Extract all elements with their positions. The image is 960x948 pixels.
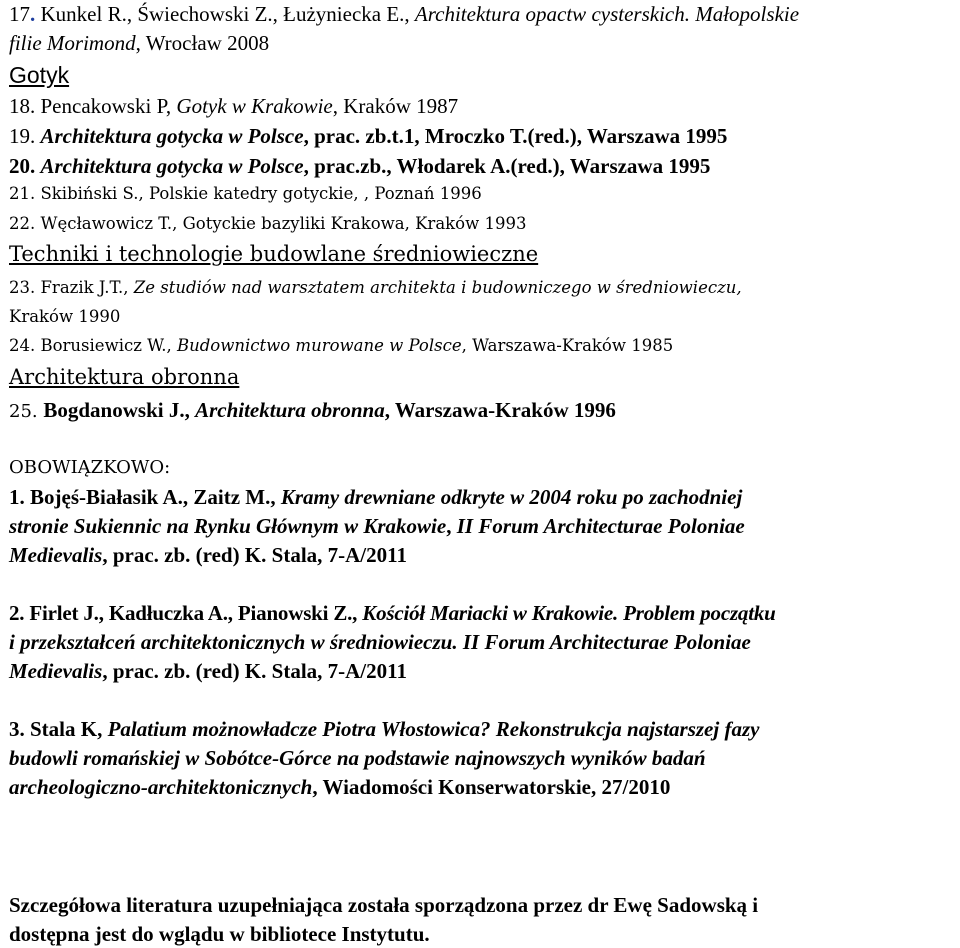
- reference-title: Kościół Mariacki w Krakowie. Problem początku: [362, 601, 776, 625]
- reference-title: Architektura obronna: [195, 398, 385, 422]
- reference-19: [9, 126, 727, 147]
- reference-title: Architektura gotycka w Polsce: [40, 154, 304, 178]
- reference-17-line-1: [9, 4, 799, 25]
- obligatory-2-line-3: [9, 661, 407, 682]
- reference-number-dot: .: [30, 2, 36, 26]
- reference-authors: 1. Bojęś-Białasik A., Zaitz M.,: [9, 485, 281, 509]
- reference-publication: , Warszawa-Kraków 1996: [384, 398, 616, 422]
- footer-note-line-1: Szczegółowa literatura uzupełniająca została sporządzona przez dr Ewę Sadowską i: [9, 893, 759, 917]
- reference-23-line-2: Kraków 1990: [9, 307, 121, 326]
- reference-title: Palatium możnowładcze Piotra Włostowica? Rekonstrukcja najstarszej fazy: [107, 717, 760, 741]
- obligatory-3-line-3: [9, 777, 670, 798]
- reference-publication: , Kraków 1987: [332, 94, 459, 118]
- reference-publication: , prac. zb.t.1, Mroczko T.(red.), Warszawa 1995: [303, 124, 728, 148]
- reference-series: Medievalis: [9, 543, 103, 567]
- section-heading-gotyk: Gotyk: [9, 62, 70, 88]
- section-heading-techniki: Techniki i technologie budowlane średniowieczne: [9, 242, 539, 266]
- separator: .: [452, 630, 463, 654]
- reference-number: 17: [9, 2, 30, 26]
- obligatory-1-line-3: [9, 545, 407, 566]
- reference-25: [9, 400, 616, 421]
- obligatory-2-line-2: [9, 632, 751, 653]
- obligatory-1-line-2: [9, 516, 745, 537]
- reference-title: stronie Sukiennic na Rynku Głównym w Krakowie: [9, 514, 447, 538]
- reference-publication: , Wrocław 2008: [135, 31, 270, 55]
- reference-number: 20.: [9, 154, 41, 178]
- reference-authors: 23. Frazik J.T.,: [9, 278, 134, 297]
- obligatory-1-line-1: [9, 487, 742, 508]
- reference-publication: , prac. zb. (red) K. Stala, 7-A/2011: [102, 659, 407, 683]
- reference-authors: 3. Stala K,: [9, 717, 108, 741]
- reference-title: Gotyk w Krakowie: [176, 94, 333, 118]
- reference-publication: , prac. zb. (red) K. Stala, 7-A/2011: [102, 543, 407, 567]
- reference-number: 25.: [9, 401, 44, 422]
- reference-title: Architektura gotycka w Polsce: [40, 124, 304, 148]
- reference-title: Kramy drewniane odkryte w 2004 roku po zachodniej: [280, 485, 743, 509]
- reference-publication: , Wiadomości Konserwatorskie, 27/2010: [312, 775, 671, 799]
- reference-series: II Forum Architecturae Poloniae: [456, 514, 745, 538]
- reference-17-line-2: [9, 33, 269, 54]
- reference-number: 19.: [9, 124, 41, 148]
- reference-publication: , Warszawa-Kraków 1985: [461, 336, 674, 355]
- reference-22: 22. Węcławowicz T., Gotyckie bazyliki Krakowa, Kraków 1993: [9, 214, 527, 233]
- reference-series: II Forum Architecturae Poloniae: [462, 630, 751, 654]
- obligatory-3-line-2: budowli romańskiej w Sobótce-Górce na podstawie najnowszych wyników badań: [9, 746, 706, 770]
- reference-20: [9, 156, 710, 177]
- obligatory-3-line-1: [9, 719, 759, 740]
- separator: ,: [446, 514, 457, 538]
- reference-authors: 2. Firlet J., Kadłuczka A., Pianowski Z.,: [9, 601, 363, 625]
- section-heading-obowiazkowo: OBOWIĄZKOWO:: [9, 457, 171, 478]
- reference-authors: Bogdanowski J.,: [43, 398, 196, 422]
- reference-23-line-1: [9, 280, 742, 297]
- reference-title: filie Morimond: [9, 31, 136, 55]
- reference-series: Medievalis: [9, 659, 103, 683]
- reference-title: Architektura opactw cysterskich. Małopolskie: [414, 2, 800, 26]
- obligatory-2-line-1: [9, 603, 776, 624]
- reference-title: Ze studiów nad warsztatem architekta i budowniczego w średniowieczu,: [133, 278, 742, 297]
- footer-note-line-2: dostępna jest do wglądu w bibliotece Instytutu.: [9, 922, 430, 946]
- reference-21: 21. Skibiński S., Polskie katedry gotyckie, , Poznań 1996: [9, 184, 482, 203]
- reference-title: Budownictwo murowane w Polsce: [176, 336, 462, 355]
- section-heading-architektura-obronna: Architektura obronna: [9, 365, 240, 389]
- reference-18: [9, 96, 458, 117]
- reference-24: [9, 338, 673, 355]
- reference-authors: 18. Pencakowski P,: [9, 94, 177, 118]
- reference-title: i przekształceń architektonicznych w średniowieczu: [9, 630, 453, 654]
- reference-authors: 24. Borusiewicz W.,: [9, 336, 177, 355]
- reference-publication: , prac.zb., Włodarek A.(red.), Warszawa 1995: [303, 154, 711, 178]
- reference-authors: Kunkel R., Świechowski Z., Łużyniecka E.,: [35, 2, 415, 26]
- reference-title: archeologiczno-architektonicznych: [9, 775, 313, 799]
